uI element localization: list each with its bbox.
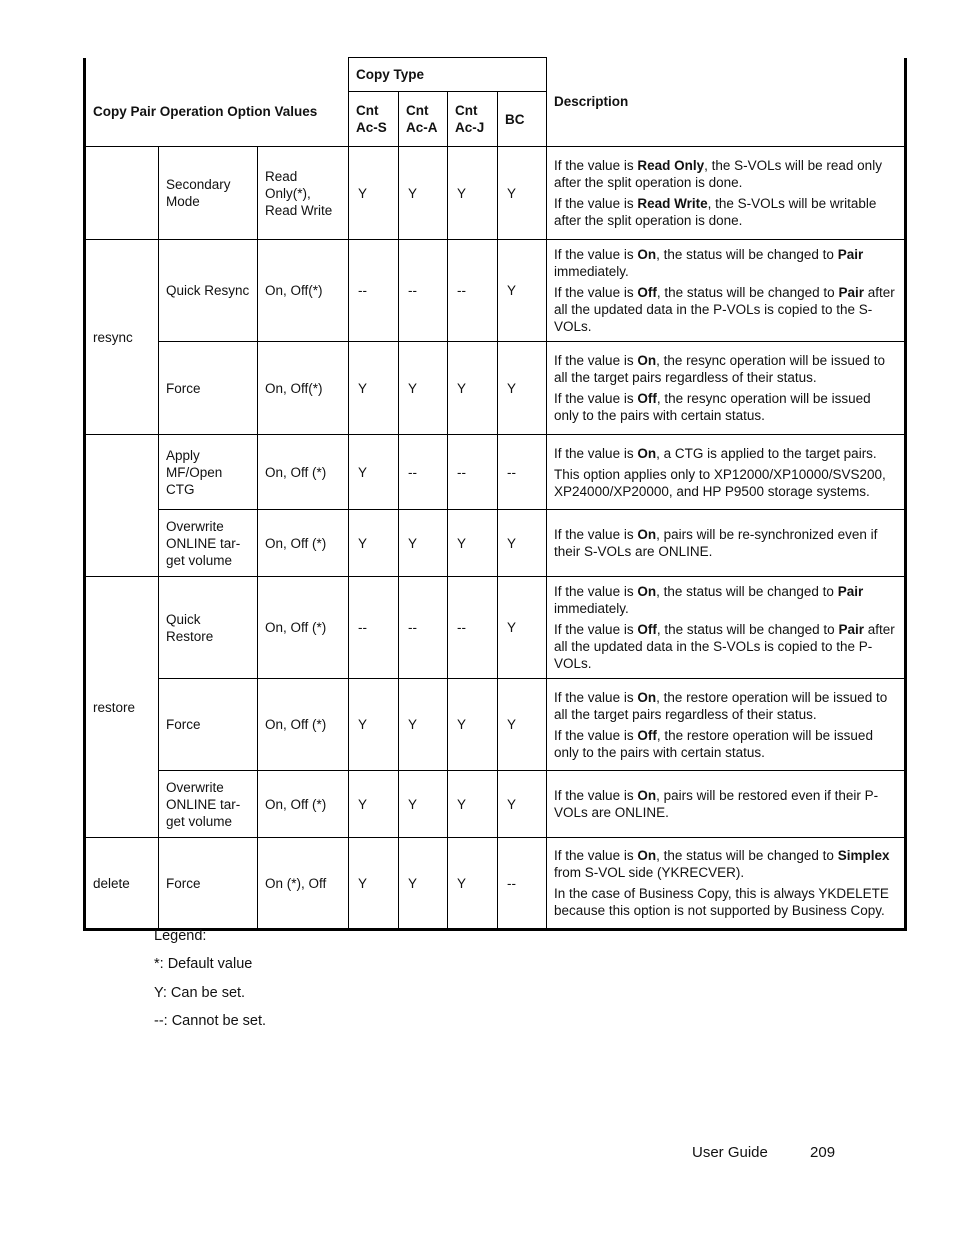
description-keyword: On <box>637 527 657 542</box>
cnt-aca-cell: Y <box>399 771 448 838</box>
description-text: If the value is <box>554 391 638 406</box>
description-keyword: On <box>637 353 657 368</box>
legend-title: Legend: <box>154 928 207 944</box>
description-keyword: On <box>637 788 657 803</box>
bc-cell: Y <box>498 577 547 679</box>
option-name: Overwrite ONLINE tar-get volume <box>159 510 258 577</box>
description-keyword: On <box>637 689 657 705</box>
description-keyword: Off <box>637 727 657 743</box>
cnt-aca-cell: Y <box>399 510 448 577</box>
description-keyword: Read Only <box>637 158 705 173</box>
cnt-acs-cell: Y <box>349 342 399 435</box>
group-cell <box>85 435 159 577</box>
description-text: If the value is <box>554 445 638 461</box>
description-text: immediately. <box>554 601 629 616</box>
description-text: If the value is <box>554 158 638 173</box>
cnt-acj-cell: Y <box>448 771 498 838</box>
table-row <box>85 577 906 679</box>
table-row <box>85 679 906 771</box>
option-name: Quick Restore <box>159 577 258 679</box>
description-cell <box>547 577 906 679</box>
description-paragraph <box>554 157 896 191</box>
description-keyword: Off <box>637 622 657 637</box>
option-values: On, Off (*) <box>258 577 349 679</box>
option-name: Force <box>159 679 258 771</box>
description-keyword: Pair <box>838 622 864 637</box>
group-resync: resync <box>85 240 159 435</box>
description-text: If the value is <box>554 527 638 542</box>
description-keyword: Simplex <box>837 848 890 863</box>
description-paragraph <box>554 847 896 881</box>
description-text: In the case of Business Copy, this is always YKDELETE because this option is not supported by Business Copy. <box>554 886 889 918</box>
cnt-aca-cell: -- <box>399 240 448 342</box>
cnt-acj-cell: -- <box>448 240 498 342</box>
cnt-aca-cell: -- <box>399 577 448 679</box>
description-text: from S-VOL side (YKRECVER). <box>554 865 745 880</box>
description-paragraph <box>554 352 896 386</box>
header-copy-pair: Copy Pair Operation Option Values <box>85 58 349 147</box>
option-values: On, Off (*) <box>258 435 349 510</box>
option-name: Force <box>159 838 258 930</box>
table-row <box>85 510 906 577</box>
cnt-acs-cell: Y <box>349 147 399 240</box>
description-cell <box>547 240 906 342</box>
option-name: Force <box>159 342 258 435</box>
description-text: If the value is <box>554 622 638 637</box>
description-keyword: Off <box>637 285 657 300</box>
cnt-acj-cell: Y <box>448 147 498 240</box>
description-text: If the value is <box>554 689 638 705</box>
page-footer <box>692 1144 835 1161</box>
description-cell <box>547 679 906 771</box>
description-paragraph <box>554 787 896 821</box>
header-cnt-aca: Cnt Ac-A <box>399 92 448 147</box>
description-text: , pairs will be restored even if their P-VOLs are ONLINE. <box>554 788 879 820</box>
table-row <box>85 147 906 240</box>
description-text: , the S-VOLs will be writable after the split operation is done. <box>554 196 877 228</box>
group-cell <box>85 147 159 240</box>
description-text: If the value is <box>554 196 638 211</box>
description-cell <box>547 771 906 838</box>
option-values: Read Only(*), Read Write <box>258 147 349 240</box>
description-paragraph <box>554 885 896 919</box>
description-cell <box>547 510 906 577</box>
description-text: , the resync operation will be issued only to the pairs with certain status. <box>554 391 871 423</box>
description-paragraph <box>554 246 896 280</box>
group-delete: delete <box>85 838 159 930</box>
table-row <box>85 342 906 435</box>
cnt-acj-cell: -- <box>448 435 498 510</box>
bc-cell: -- <box>498 435 547 510</box>
legend-cannot-set: --: Cannot be set. <box>154 1012 267 1029</box>
header-bc: BC <box>498 92 547 147</box>
bc-cell: Y <box>498 240 547 342</box>
cnt-acj-cell: Y <box>448 679 498 771</box>
table-row <box>85 771 906 838</box>
description-text: after all the updated data in the P-VOLs is copied to the S-VOLs. <box>554 285 895 334</box>
option-name: Apply MF/Open CTG <box>159 435 258 510</box>
description-text: , the status will be changed to <box>656 247 838 262</box>
cnt-acs-cell: Y <box>349 510 399 577</box>
description-paragraph <box>554 689 896 723</box>
description-keyword: On <box>637 848 657 863</box>
description-keyword: On <box>637 247 657 262</box>
bc-cell: Y <box>498 771 547 838</box>
bc-cell: Y <box>498 510 547 577</box>
cnt-acs-cell: -- <box>349 577 399 679</box>
description-paragraph <box>554 621 896 672</box>
option-values: On, Off(*) <box>258 342 349 435</box>
description-keyword: On <box>637 584 657 599</box>
cnt-acj-cell: Y <box>448 838 498 930</box>
option-name: Secondary Mode <box>159 147 258 240</box>
cnt-acj-cell: Y <box>448 510 498 577</box>
description-text: If the value is <box>554 788 638 803</box>
cnt-acs-cell: Y <box>349 838 399 930</box>
cnt-acs-cell: Y <box>349 435 399 510</box>
description-text: , pairs will be re-synchronized even if their S-VOLs are ONLINE. <box>554 527 878 559</box>
description-keyword: Pair <box>838 285 864 300</box>
description-text: , the restore operation will be issued to all the target pairs regardless of their status. <box>554 689 888 722</box>
description-paragraph <box>554 284 896 335</box>
description-cell <box>547 435 906 510</box>
description-keyword: Pair <box>837 247 864 262</box>
copy-pair-options-table <box>83 57 907 931</box>
cnt-aca-cell: Y <box>399 679 448 771</box>
description-text: If the value is <box>554 584 638 599</box>
description-text: , the restore operation will be issued only to the pairs with certain status. <box>554 727 873 760</box>
description-paragraph <box>554 445 896 462</box>
bc-cell: Y <box>498 679 547 771</box>
description-paragraph <box>554 727 896 761</box>
page-number: 209 <box>810 1144 836 1161</box>
description-text: If the value is <box>554 848 638 863</box>
option-values: On, Off(*) <box>258 240 349 342</box>
group-restore: restore <box>85 577 159 838</box>
option-values: On, Off (*) <box>258 679 349 771</box>
option-values: On (*), Off <box>258 838 349 930</box>
description-text: , the status will be changed to <box>656 285 839 300</box>
description-keyword: On <box>637 445 657 461</box>
description-cell <box>547 342 906 435</box>
cnt-acs-cell: -- <box>349 240 399 342</box>
description-text: This option applies only to XP12000/XP10000/SVS200, XP24000/XP20000, and HP P9500 storage systems. <box>554 466 886 499</box>
description-paragraph <box>554 526 896 560</box>
cnt-acj-cell: -- <box>448 577 498 679</box>
header-cnt-acj: Cnt Ac-J <box>448 92 498 147</box>
table-row <box>85 240 906 342</box>
description-cell <box>547 147 906 240</box>
description-text: , the S-VOLs will be read only after the split operation is done. <box>554 158 882 190</box>
footer-guide-title: User Guide <box>692 1144 768 1161</box>
description-keyword: Pair <box>837 584 864 599</box>
description-text: If the value is <box>554 285 638 300</box>
description-text: , the status will be changed to <box>656 848 838 863</box>
legend-can-set: Y: Can be set. <box>154 984 246 1001</box>
bc-cell: Y <box>498 147 547 240</box>
option-values: On, Off (*) <box>258 510 349 577</box>
table-row <box>85 838 906 930</box>
bc-cell: Y <box>498 342 547 435</box>
description-text: immediately. <box>554 264 629 279</box>
description-keyword: Off <box>637 391 657 406</box>
cnt-aca-cell: Y <box>399 838 448 930</box>
description-paragraph <box>554 583 896 617</box>
cnt-acs-cell: Y <box>349 771 399 838</box>
description-text: , the resync operation will be issued to all the target pairs regardless of their status. <box>554 353 885 385</box>
description-text: If the value is <box>554 247 638 262</box>
description-cell <box>547 838 906 930</box>
description-text: after all the updated data in the S-VOLs is copied to the P-VOLs. <box>554 622 895 671</box>
cnt-aca-cell: Y <box>399 147 448 240</box>
cnt-aca-cell: Y <box>399 342 448 435</box>
header-copy-type: Copy Type <box>349 58 547 92</box>
description-paragraph <box>554 195 896 229</box>
description-paragraph <box>554 466 896 500</box>
description-text: , the status will be changed to <box>656 622 839 637</box>
header-description: Description <box>547 58 906 147</box>
description-text: , a CTG is applied to the target pairs. <box>656 445 877 461</box>
legend-default: *: Default value <box>154 956 253 973</box>
description-paragraph <box>554 390 896 424</box>
cnt-acs-cell: Y <box>349 679 399 771</box>
legend <box>154 926 266 1039</box>
cnt-acj-cell: Y <box>448 342 498 435</box>
option-name: Quick Resync <box>159 240 258 342</box>
header-cnt-acs: Cnt Ac-S <box>349 92 399 147</box>
description-text: , the status will be changed to <box>656 584 838 599</box>
description-text: If the value is <box>554 353 638 368</box>
bc-cell: -- <box>498 838 547 930</box>
cnt-aca-cell: -- <box>399 435 448 510</box>
option-values: On, Off (*) <box>258 771 349 838</box>
option-name: Overwrite ONLINE tar-get volume <box>159 771 258 838</box>
description-keyword: Read Write <box>637 196 708 211</box>
description-text: If the value is <box>554 727 638 743</box>
table-row <box>85 435 906 510</box>
